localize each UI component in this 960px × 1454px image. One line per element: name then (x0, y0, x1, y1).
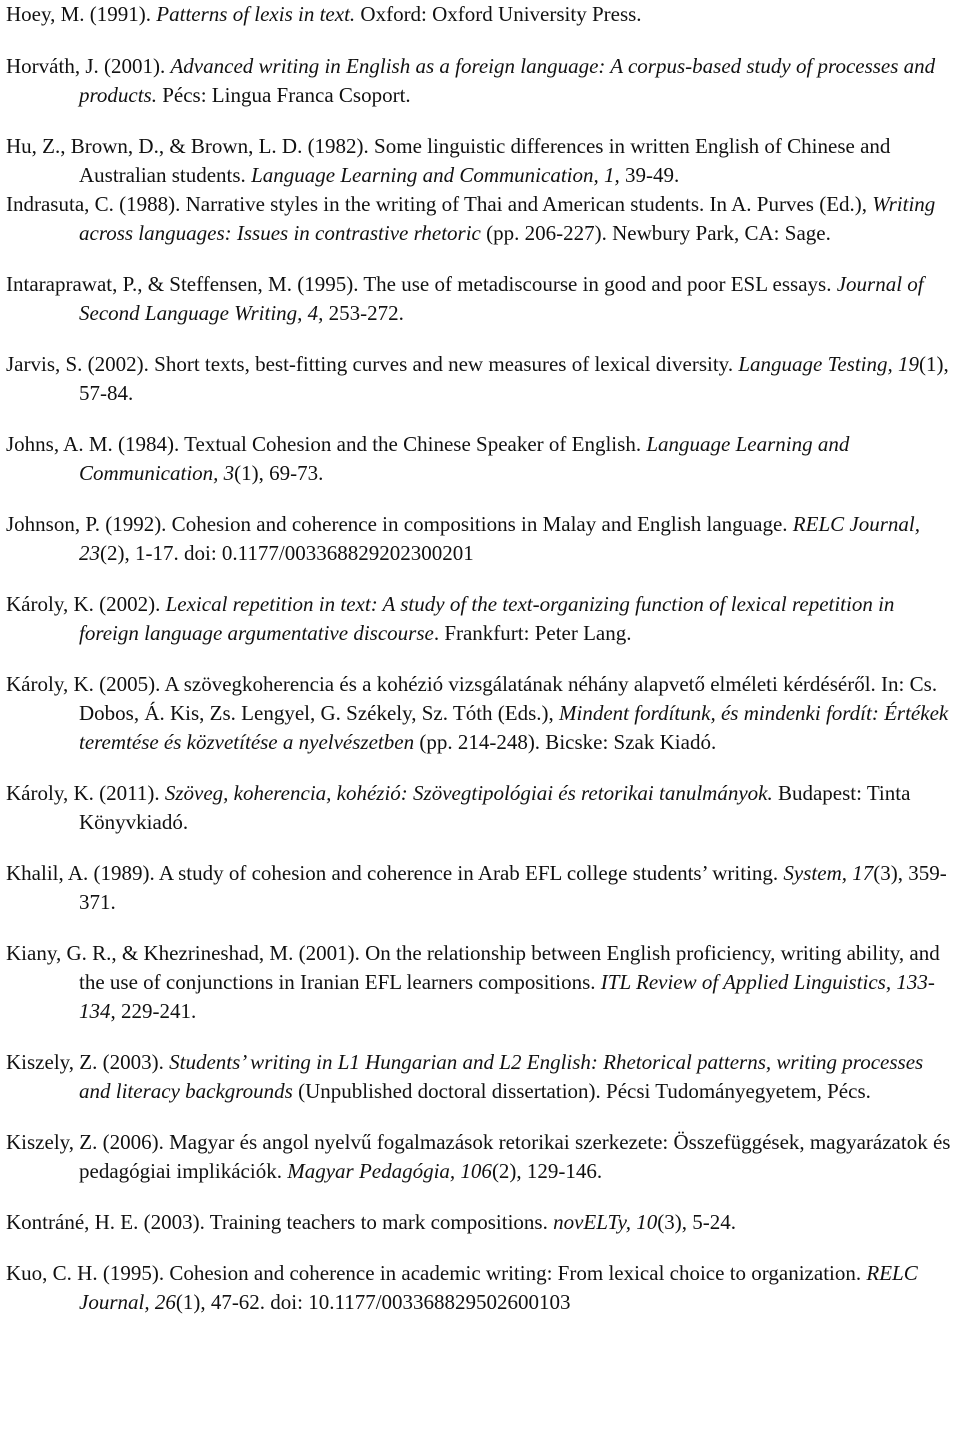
reference-italic-text: Language Testing, 19 (738, 352, 919, 376)
reference-text: (1), 69-73. (234, 461, 324, 485)
reference-text: Budapest: Tinta Könyvkiadó. (79, 781, 916, 834)
reference-entry (6, 52, 958, 110)
reference-entry (6, 779, 958, 837)
reference-text: (3), 359-371. (79, 861, 947, 914)
reference-text: Kontráné, H. E. (2003). Training teachers to mark compositions. (6, 1210, 554, 1234)
reference-text: , 229-241. (110, 999, 197, 1023)
reference-italic-text: novELTy, 10 (553, 1210, 658, 1234)
reference-entry (6, 939, 958, 1026)
reference-text: Indrasuta, C. (1988). Narrative styles in the writing of Thai and American students. In A. Purves (Ed.), (6, 192, 873, 216)
reference-italic-text: Mindent fordítunk, és mindenki fordít: Értékek teremtése és közvetítése a nyelvészetben (79, 701, 954, 754)
reference-italic-text: Lexical repetition in text: A study of the text-organizing function of lexical repetition in foreign language argumentative discourse (79, 592, 900, 645)
reference-italic-text: Language Learning and Communication, 3 (79, 432, 855, 485)
reference-text: Kiszely, Z. (2003). (6, 1050, 170, 1074)
reference-text: Johns, A. M. (1984). Textual Cohesion and the Chinese Speaker of English. (6, 432, 647, 456)
reference-italic-text: Language Learning and Communication, 1, (251, 163, 620, 187)
reference-text: . Frankfurt: Peter Lang. (433, 621, 632, 645)
reference-entry (6, 590, 958, 648)
reference-italic-text: Journal of Second Language Writing, 4, (79, 272, 929, 325)
reference-entry (6, 190, 958, 248)
reference-entry (6, 270, 958, 328)
reference-text: (2), 1-17. doi: 0.1177/003368829202300201 (100, 541, 474, 565)
reference-text: Intaraprawat, P., & Steffensen, M. (1995). The use of metadiscourse in good and poor ESL essays. (6, 272, 837, 296)
reference-entry (6, 670, 958, 757)
reference-text: Károly, K. (2011). (6, 781, 165, 805)
reference-entry (6, 430, 958, 488)
reference-entry (6, 859, 958, 917)
reference-text: Kiszely, Z. (2006). Magyar és angol nyelvű fogalmazások retorikai szerkezete: Összefüggések, magyarázatok és pedagógiai implikációk. (6, 1130, 956, 1183)
reference-entry (6, 132, 958, 190)
reference-text: Johnson, P. (1992). Cohesion and coherence in compositions in Malay and English language. (6, 512, 793, 536)
reference-text: Pécs: Lingua Franca Csoport. (156, 83, 411, 107)
reference-text: Hu, Z., Brown, D., & Brown, L. D. (1982). Some linguistic differences in written English of Chinese and Australian students. (6, 134, 895, 187)
reference-italic-text: RELC Journal, 26 (79, 1261, 923, 1314)
reference-italic-text: Students’ writing in L1 Hungarian and L2 English: Rhetorical patterns, writing processes and literacy backgrounds (79, 1050, 929, 1103)
reference-italic-text: ITL Review of Applied Linguistics, 133-134 (79, 970, 935, 1023)
reference-text: Horváth, J. (2001). (6, 54, 171, 78)
reference-entry (6, 350, 958, 408)
reference-italic-text: Patterns of lexis in text. (156, 2, 356, 26)
reference-list (6, 0, 958, 1317)
reference-entry (6, 510, 958, 568)
reference-text: Jarvis, S. (2002). Short texts, best-fitting curves and new measures of lexical diversity. (6, 352, 739, 376)
reference-text: (3), 5-24. (657, 1210, 737, 1234)
reference-italic-text: Magyar Pedagógia, 106 (287, 1159, 492, 1183)
reference-text: (pp. 214-248). Bicske: Szak Kiadó. (414, 730, 717, 754)
reference-italic-text: RELC Journal, 23 (79, 512, 926, 565)
reference-text: Kiany, G. R., & Khezrineshad, M. (2001). On the relationship between English proficiency, writing ability, and the use of conjunctions in Iranian EFL learners compositions. (6, 941, 945, 994)
reference-text: Oxford: Oxford University Press. (355, 2, 642, 26)
reference-text: (1), 57-84. (79, 352, 954, 405)
reference-text: Khalil, A. (1989). A study of cohesion and coherence in Arab EFL college students’ writing. (6, 861, 784, 885)
reference-text: 253-272. (323, 301, 404, 325)
reference-entry (6, 0, 958, 29)
reference-text: (1), 47-62. doi: 10.1177/003368829502600103 (175, 1290, 571, 1314)
reference-italic-text: System, 17 (783, 861, 874, 885)
reference-text: (Unpublished doctoral dissertation). Pécsi Tudományegyetem, Pécs. (292, 1079, 871, 1103)
reference-entry (6, 1259, 958, 1317)
reference-entry (6, 1048, 958, 1106)
reference-italic-text: Writing across languages: Issues in contrastive rhetoric (79, 192, 941, 245)
reference-entry (6, 1208, 958, 1237)
reference-text: Hoey, M. (1991). (6, 2, 157, 26)
reference-text: (pp. 206-227). Newbury Park, CA: Sage. (480, 221, 831, 245)
reference-italic-text: Szöveg, koherencia, kohézió: Szövegtipológiai és retorikai tanulmányok. (164, 781, 773, 805)
reference-text: Kuo, C. H. (1995). Cohesion and coherence in academic writing: From lexical choice to organization. (6, 1261, 867, 1285)
reference-text: (2), 129-146. (491, 1159, 603, 1183)
reference-italic-text: Advanced writing in English as a foreign language: A corpus-based study of processes and products. (79, 54, 941, 107)
reference-text: Károly, K. (2002). (6, 592, 166, 616)
reference-text: 39-49. (619, 163, 680, 187)
reference-entry (6, 1128, 958, 1186)
reference-text: Károly, K. (2005). A szövegkoherencia és a kohézió vizsgálatának néhány alapvető elméleti kérdéséről. In: Cs. Dobos, Á. Kis, Zs. Lengyel, G. Székely, Sz. Tóth (Eds.), (6, 672, 943, 725)
